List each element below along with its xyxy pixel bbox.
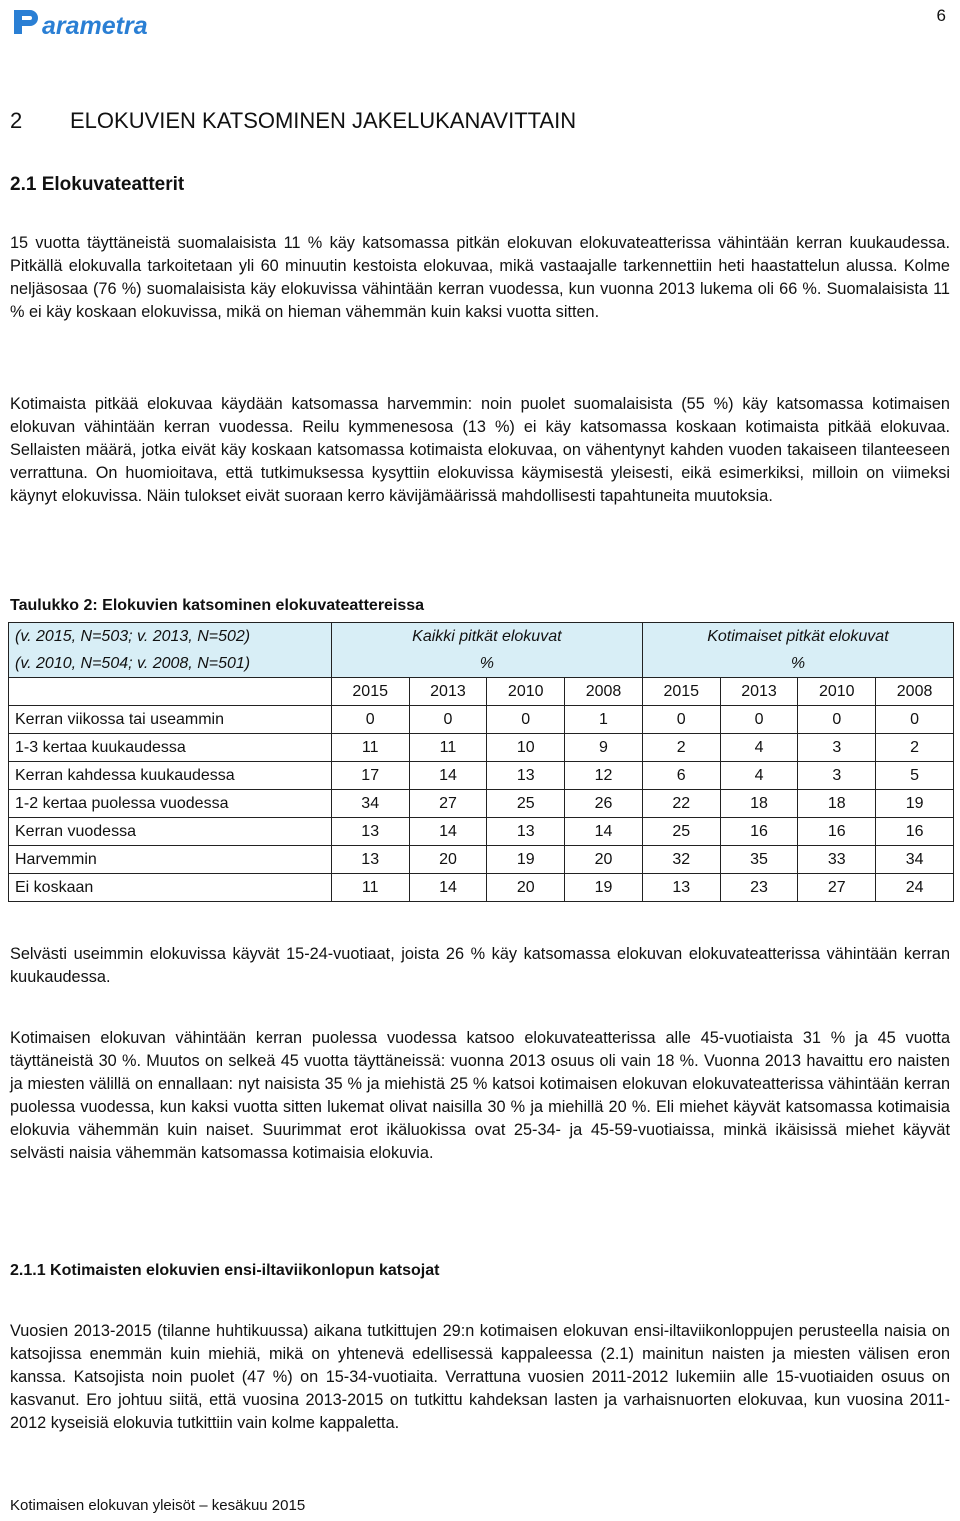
- table-header-row: [9, 623, 954, 651]
- table-cell: 24: [876, 874, 954, 902]
- row-label: 1-2 kertaa puolessa vuodessa: [9, 790, 332, 818]
- table-cell: 25: [487, 790, 565, 818]
- table-cell: 33: [798, 846, 876, 874]
- table-row: [9, 874, 954, 902]
- table-cell: 19: [487, 846, 565, 874]
- table-cell: 13: [331, 846, 409, 874]
- table-cell: 6: [642, 762, 720, 790]
- table-cell: 20: [565, 846, 643, 874]
- sample-info: (v. 2010, N=504; v. 2008, N=501): [9, 650, 332, 678]
- year-header: 2015: [642, 678, 720, 706]
- table-cell: 0: [409, 706, 487, 734]
- table-row: [9, 762, 954, 790]
- table-cell: 1: [565, 706, 643, 734]
- year-header: 2013: [409, 678, 487, 706]
- table-cell: 17: [331, 762, 409, 790]
- table-cell: 9: [565, 734, 643, 762]
- table-cell: 3: [798, 762, 876, 790]
- table-row: [9, 706, 954, 734]
- table-cell: 12: [565, 762, 643, 790]
- row-label: Ei koskaan: [9, 874, 332, 902]
- year-header: 2008: [565, 678, 643, 706]
- table-cell: 16: [720, 818, 798, 846]
- subsection-heading: 2.1.1 Kotimaisten elokuvien ensi-iltaviikonlopun katsojat: [10, 1262, 440, 1279]
- table-cell: 14: [409, 818, 487, 846]
- table-cell: 27: [409, 790, 487, 818]
- table-cell: 3: [798, 734, 876, 762]
- table-row: [9, 790, 954, 818]
- table-cell: 19: [565, 874, 643, 902]
- paragraph-1: 15 vuotta täyttäneistä suomalaisista 11 % käy katsomassa pitkän elokuvan elokuvateatterissa vähintään kerran kuukaudessa. Pitkällä elokuvalla tarkoitetaan yli 60 minuutin kestoista elokuvaa, mikä vastaajalle tarkennettiin heti haastattelun alussa. Kolme neljäsosaa (76 %) suomalaisista käy elokuvissa vähintään kerran vuodessa, kun vuonna 2013 lukema oli 66 %. Suomalaisista 11 % ei käy koskaan elokuvissa, mikä on hieman vähemmän kuin kaksi vuotta sitten.: [10, 234, 950, 321]
- group-header-domestic: Kotimaiset pitkät elokuvat: [642, 623, 953, 651]
- table-cell: 23: [720, 874, 798, 902]
- table-cell: 2: [876, 734, 954, 762]
- table-cell: 20: [487, 874, 565, 902]
- table-cell: 34: [876, 846, 954, 874]
- row-label: Kerran vuodessa: [9, 818, 332, 846]
- table-cell: 4: [720, 734, 798, 762]
- row-label: Harvemmin: [9, 846, 332, 874]
- paragraph-3: Selvästi useimmin elokuvissa käyvät 15-24-vuotiaat, joista 26 % käy katsomassa elokuvan elokuvateatterissa vähintään kerran kuukaudessa.: [10, 945, 950, 986]
- table-cell: 13: [642, 874, 720, 902]
- table-cell: 0: [331, 706, 409, 734]
- table-cell: 16: [876, 818, 954, 846]
- table-cell: 2: [642, 734, 720, 762]
- logo-graphic: [12, 4, 162, 40]
- table-cell: 10: [487, 734, 565, 762]
- page-footer: Kotimaisen elokuvan yleisöt – kesäkuu 2015: [10, 1497, 306, 1514]
- table-cell: 4: [720, 762, 798, 790]
- table-cell: 14: [565, 818, 643, 846]
- table-cell: 0: [487, 706, 565, 734]
- table-cell: 18: [720, 790, 798, 818]
- table-cell: 34: [331, 790, 409, 818]
- table-cell: 32: [642, 846, 720, 874]
- section-heading: 2.1 Elokuvateatterit: [10, 174, 185, 195]
- paragraph-5: Vuosien 2013-2015 (tilanne huhtikuussa) aikana tutkittujen 29:n kotimaisen elokuvan ensi-iltaviikonloppujen perusteella naisia on katsojissa enemmän kuin miehiä, mikä on yhtenevä edellisessä kappaleessa (2.1) mainitun naisten ja miesten välisen eron kanssa. Katsojista noin puolet (47 %) on 15-34-vuotiaita. Verrattuna vuosien 2011-2012 lukemiin alle 15-vuotiaiden osuus on kasvanut. Ero johtuu siitä, että vuosina 2013-2015 on tutkittu kahdeksan lasten ja varhaisnuorten elokuvaa, kun vuosina 2011-2012 kyseisiä elokuvia tutkittiin vain kolme kappaletta.: [10, 1322, 950, 1432]
- year-header-row: [9, 678, 954, 706]
- year-header: 2010: [798, 678, 876, 706]
- year-header: 2010: [487, 678, 565, 706]
- table-body: [9, 706, 954, 902]
- table-cell: 35: [720, 846, 798, 874]
- table-row: [9, 846, 954, 874]
- chapter-heading: [10, 108, 576, 134]
- table-cell: 11: [331, 734, 409, 762]
- table-cell: 0: [798, 706, 876, 734]
- table-row: [9, 734, 954, 762]
- table-cell: 0: [876, 706, 954, 734]
- table-cell: 13: [487, 762, 565, 790]
- table-cell: 18: [798, 790, 876, 818]
- row-label: Kerran viikossa tai useammin: [9, 706, 332, 734]
- table-header-row: [9, 650, 954, 678]
- table-cell: 13: [331, 818, 409, 846]
- data-table: [8, 622, 954, 902]
- table-cell: 16: [798, 818, 876, 846]
- table-cell: 19: [876, 790, 954, 818]
- group-unit-all: %: [331, 650, 642, 678]
- table-cell: 14: [409, 762, 487, 790]
- table-cell: 27: [798, 874, 876, 902]
- svg-text:arametra: arametra: [42, 12, 148, 40]
- table-cell: 11: [331, 874, 409, 902]
- group-unit-domestic: %: [642, 650, 953, 678]
- table-cell: 11: [409, 734, 487, 762]
- parametra-logo: [12, 4, 162, 40]
- chapter-number: 2: [10, 108, 23, 133]
- empty-cell: [9, 678, 332, 706]
- row-label: Kerran kahdessa kuukaudessa: [9, 762, 332, 790]
- table-cell: 0: [720, 706, 798, 734]
- table-caption: Taulukko 2: Elokuvien katsominen elokuvateattereissa: [10, 597, 425, 614]
- paragraph-4: Kotimaisen elokuvan vähintään kerran puolessa vuodessa katsoo elokuvateatterissa alle 45-vuotiaista 31 % ja 45 vuotta täyttäneistä 30 %. Muutos on selkeä 45 vuotta täyttäneissä: vuonna 2013 osuus oli vain 18 %. Vuonna 2013 havaittu ero naisten ja miesten välillä on ennallaan: nyt naisista 35 % ja miehistä 25 % katsoi kotimaisen elokuvan elokuvateatterissa vähintään kerran puolessa vuodessa, kun kaksi vuotta sitten lukemat olivat naisilla 30 % ja miehillä 20 %. Eli miehet käyvät katsomassa kotimaisia elokuvia vähemmän kuin naiset. Suurimmat erot ikäluokissa ovat 25-34- ja 45-59-vuotiaissa, minkä ikäisissä miehet käyvät selvästi naisia vähemmän katsomassa kotimaisia elokuvia.: [10, 1029, 950, 1162]
- table-cell: 20: [409, 846, 487, 874]
- table-cell: 25: [642, 818, 720, 846]
- table-cell: 22: [642, 790, 720, 818]
- chapter-title: ELOKUVIEN KATSOMINEN JAKELUKANAVITTAIN: [70, 108, 577, 133]
- table-cell: 26: [565, 790, 643, 818]
- table-row: [9, 818, 954, 846]
- table-cell: 14: [409, 874, 487, 902]
- table-cell: 13: [487, 818, 565, 846]
- paragraph-2: Kotimaista pitkää elokuvaa käydään katsomassa harvemmin: noin puolet suomalaisista (55 %) käy katsomassa kotimaisen elokuvan vähintään kerran vuodessa. Reilu kymmenesosa (13 %) ei käy katsomassa koskaan kotimaista pitkää elokuvaa. Sellaisten määrä, jotka eivät käy koskaan katsomassa kotimaista elokuvaa, on vähentynyt kahden vuoden takaiseen tilanteeseen verrattuna. On huomioitava, että tutkimuksessa kysyttiin elokuvissa käymisestä yleisesti, eikä esimerkiksi, milloin on viimeksi käynyt elokuvissa. Näin tulokset eivät suoraan kerro kävijämäärissä mahdollisesti tapahtuneita muutoksia.: [10, 395, 950, 505]
- year-header: 2015: [331, 678, 409, 706]
- table-cell: 0: [642, 706, 720, 734]
- year-header: 2008: [876, 678, 954, 706]
- year-header: 2013: [720, 678, 798, 706]
- group-header-all: Kaikki pitkät elokuvat: [331, 623, 642, 651]
- table-cell: 5: [876, 762, 954, 790]
- page-number: 6: [936, 6, 946, 25]
- row-label: 1-3 kertaa kuukaudessa: [9, 734, 332, 762]
- sample-info: (v. 2015, N=503; v. 2013, N=502): [9, 623, 332, 651]
